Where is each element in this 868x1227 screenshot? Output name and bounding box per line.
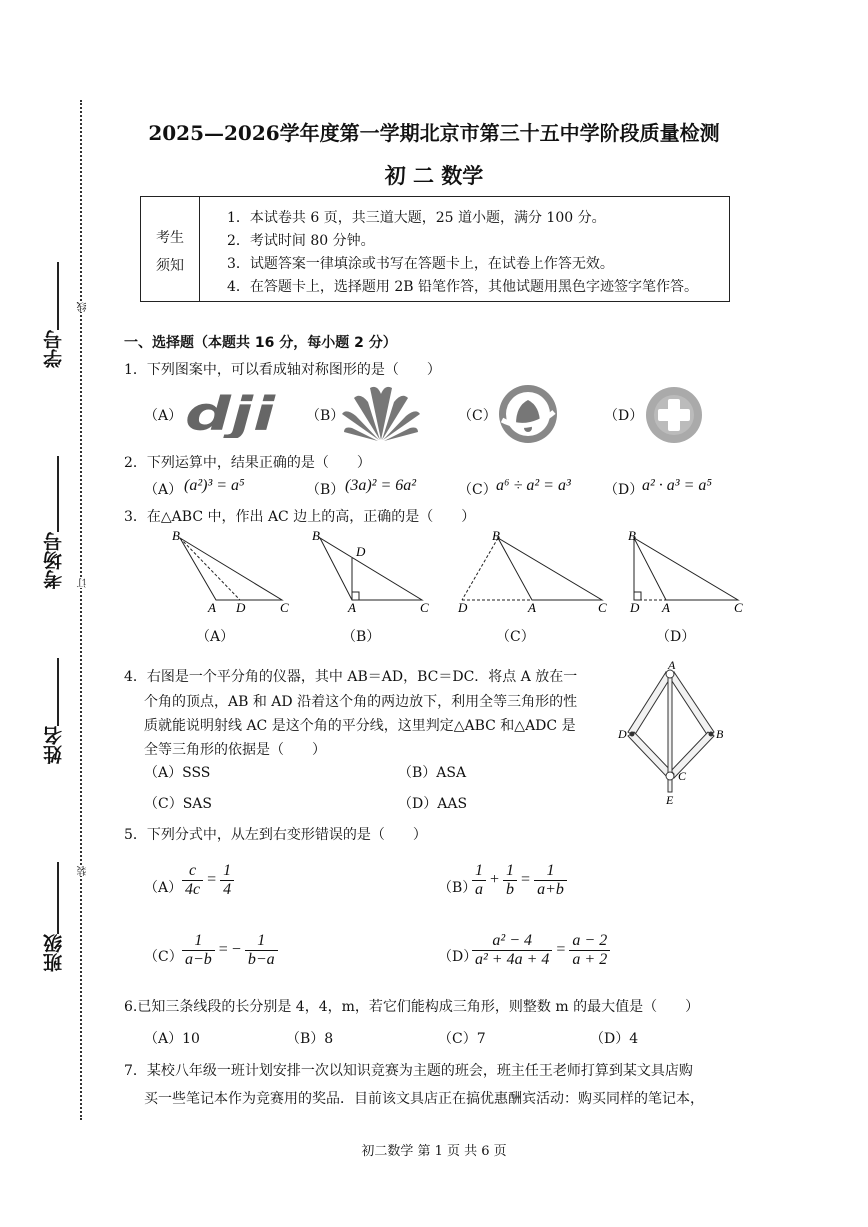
q3-figures [160, 526, 760, 626]
notice-item-4: 4．在答题卡上，选择题用 2B 铅笔作答，其他试题用黑色字迹签字笔作答。 [227, 279, 699, 295]
bell-logo-icon [498, 384, 558, 444]
notice-label-1: 考生 [156, 230, 184, 246]
q6-stem: 6.已知三条线段的长分别是 4，4，m，若它们能构成三角形，则整数 m 的最大值是（ ） [124, 999, 700, 1015]
q5-expr-b: $\frac{1}{a}$ + $\frac{1}{b}$ = $\frac{1}{a+b}$ [472, 862, 567, 899]
q4-instrument-figure [612, 660, 730, 808]
notice-label-2: 须知 [156, 258, 184, 274]
side-mark-zhuang: 装 [78, 866, 89, 876]
notice-label [141, 197, 200, 301]
q2-opt-c: （C） [458, 482, 497, 498]
q5-stem: 5．下列分式中，从左到右变形错误的是（ ） [124, 827, 427, 843]
q1-opt-c: （C） [458, 408, 497, 424]
q5-expr-d: $\frac{\text{a² − 4}}{\text{a² + 4a + 4}}$ = $\frac{a - 2}{a + 2}$ [472, 932, 610, 969]
svg-text:C: C [678, 769, 687, 783]
notice-item-1: 1．本试卷共 6 页，共三道大题，25 道小题，满分 100 分。 [227, 210, 606, 226]
svg-text:A: A [662, 600, 670, 615]
q3-caption-d: （D） [656, 629, 696, 645]
side-label-kaochanghao: 考场号 [43, 532, 65, 589]
notice-item-3: 3．试题答案一律填涂或书写在答题卡上，在试卷上作答无效。 [227, 256, 614, 272]
q3-figure-b [312, 528, 429, 615]
side-line-xuehao [57, 262, 59, 330]
q3-stem: 3．在△ABC 中，作出 AC 边上的高，正确的是（ ） [124, 509, 476, 525]
svg-text:B: B [312, 528, 320, 543]
svg-text:E: E [666, 793, 674, 807]
q4-opt-b: （B）ASA [398, 765, 467, 781]
svg-text:C: C [734, 600, 743, 615]
svg-text:D: D [458, 600, 468, 615]
q2-opt-b: （B） [306, 482, 345, 498]
huawei-logo-icon [340, 384, 422, 442]
svg-text:C: C [420, 600, 429, 615]
q4-line-1: 4．右图是一个平分角的仪器，其中 AB＝AD，BC＝DC．将点 A 放在一 [124, 669, 578, 685]
q2-expr-b: (3a)² = 6a² [345, 477, 417, 494]
q2-opt-d: （D） [604, 482, 644, 498]
q2-expr-d: a² · a³ = a⁵ [642, 477, 712, 494]
page-title: 2025—2026学年度第一学期北京市第三十五中学阶段质量检测 [148, 121, 720, 145]
q2-stem: 2．下列运算中，结果正确的是（ ） [124, 455, 371, 471]
q4-line-3: 质就能说明射线 AC 是这个角的平分线，这里判定△ABC 和△ADC 是 [144, 718, 576, 734]
q6-opt-c: （C）7 [438, 1031, 486, 1047]
q2-opt-a: （A） [144, 482, 183, 498]
svg-text:D: D [630, 600, 640, 615]
q5-expr-c: $\frac{1}{a-b}$ = − $\frac{1}{b-a}$ [182, 932, 278, 969]
q4-opt-d: （D）AAS [398, 796, 468, 812]
q3-caption-c: （C） [496, 629, 535, 645]
svg-text:A: A [668, 660, 676, 672]
q5-expr-a: $\frac{c}{4c}$ = $\frac{1}{4}$ [182, 862, 234, 899]
svg-text:A: A [528, 600, 536, 615]
svg-text:D: D [356, 544, 366, 559]
svg-text:C: C [598, 600, 607, 615]
svg-text:D: D [236, 600, 246, 615]
q6-opt-a: （A）10 [144, 1031, 200, 1047]
svg-text:B: B [628, 528, 636, 543]
side-mark-ding: 订 [78, 578, 89, 588]
q1-opt-a: （A） [144, 408, 183, 424]
q7-line-2: 买一些笔记本作为竞赛用的奖品．目前该文具店正在搞优惠酬宾活动：购买同样的笔记本， [144, 1091, 704, 1107]
q5-opt-b: （B） [438, 880, 477, 896]
svg-text:B: B [172, 528, 180, 543]
q2-expr-c: a⁶ ÷ a² = a³ [496, 477, 571, 494]
dji-logo-text: dji [185, 392, 277, 438]
side-line-xingming [57, 658, 59, 726]
page-footer: 初二数学 第 1 页 共 6 页 [361, 1144, 507, 1159]
side-line-kaochanghao [57, 456, 59, 532]
q3-figure-c [457, 528, 607, 615]
notice-box [140, 196, 730, 302]
binding-dotted-line [80, 100, 82, 1120]
section-title: 一、选择题（本题共 16 分，每小题 2 分） [124, 335, 397, 351]
svg-text:A: A [208, 600, 216, 615]
q4-opt-c: （C）SAS [144, 796, 213, 812]
q4-line-2: 个角的顶点，AB 和 AD 沿着这个角的两边放下，利用全等三角形的性 [144, 694, 578, 710]
dji-logo-icon [185, 392, 277, 438]
plus-logo-icon [645, 386, 703, 444]
q4-line-4: 全等三角形的依据是（ ） [144, 742, 326, 758]
q7-line-1: 7．某校八年级一班计划安排一次以知识竞赛为主题的班会，班主任王老师打算到某文具店购 [124, 1063, 693, 1079]
side-label-banji: 班级 [43, 934, 65, 972]
q3-figure-a [172, 528, 289, 615]
side-label-xingming: 姓名 [43, 726, 65, 764]
q6-opt-b: （B）8 [286, 1031, 334, 1047]
q3-caption-a: （A） [196, 629, 235, 645]
q1-stem: 1．下列图案中，可以看成轴对称图形的是（ ） [124, 362, 441, 378]
side-label-xuehao: 学号 [43, 330, 65, 368]
q5-opt-c: （C） [144, 949, 183, 965]
page-subtitle: 初 二 数学 [384, 163, 484, 188]
q1-opt-d: （D） [604, 408, 644, 424]
q5-opt-a: （A） [144, 880, 183, 896]
svg-text:B: B [492, 528, 500, 543]
q5-opt-d: （D） [438, 949, 478, 965]
side-mark-xian: 线 [78, 302, 89, 312]
q3-caption-b: （B） [342, 629, 381, 645]
svg-text:A: A [348, 600, 356, 615]
svg-text:C: C [280, 600, 289, 615]
q6-opt-d: （D）4 [590, 1031, 639, 1047]
q2-expr-a: (a²)³ = a⁵ [184, 477, 245, 494]
notice-item-2: 2．考试时间 80 分钟。 [227, 233, 375, 249]
side-line-banji [57, 862, 59, 934]
q3-figure-d [628, 528, 743, 615]
svg-text:D: D [618, 727, 627, 741]
q1-opt-b: （B） [306, 408, 345, 424]
q4-opt-a: （A）SSS [144, 765, 211, 781]
svg-text:B: B [716, 727, 724, 741]
